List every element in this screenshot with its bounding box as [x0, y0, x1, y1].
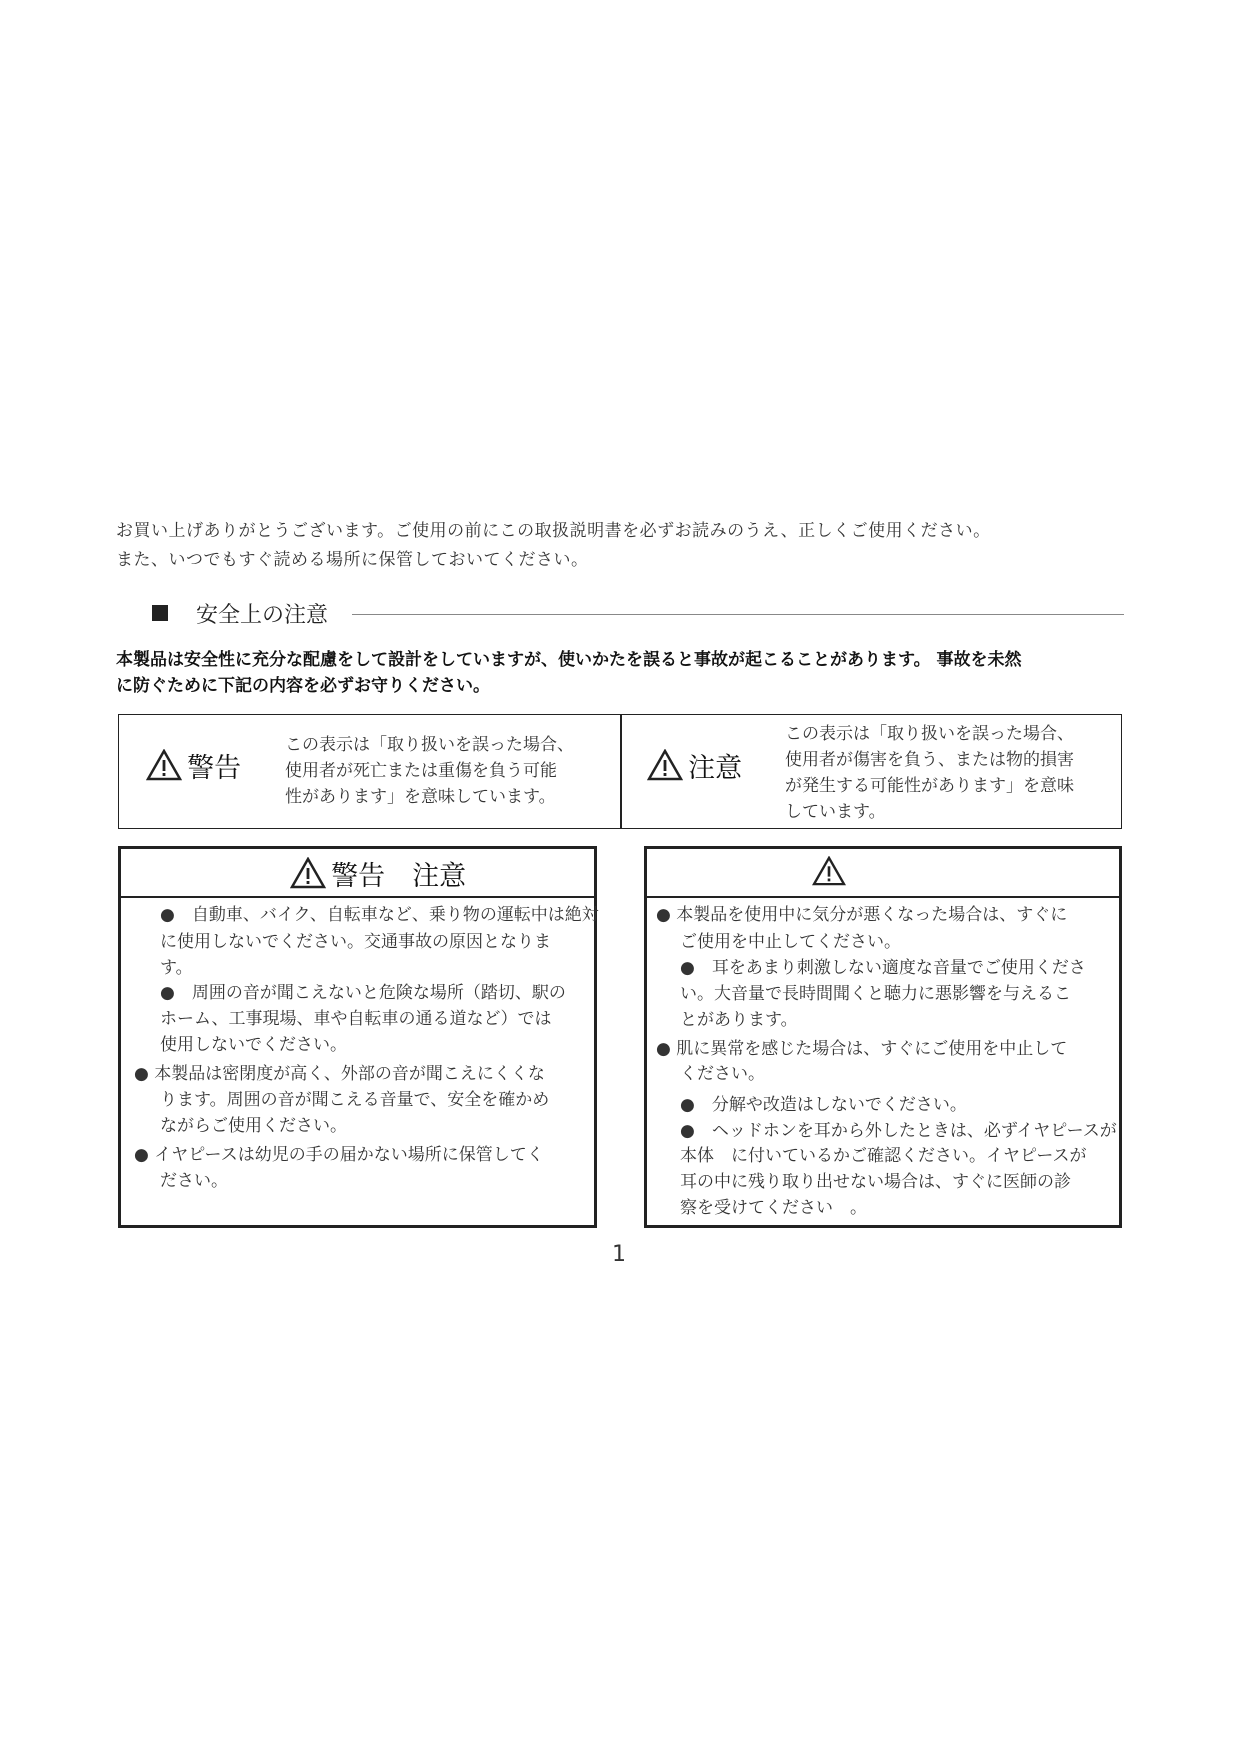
- warning-item-line: ホーム、工事現場、車や自転車の通る道など）では: [160, 1009, 552, 1029]
- page-number: 1: [612, 1242, 626, 1267]
- notice-line-2: に防ぐために下記の内容を必ずお守りください。: [116, 676, 490, 696]
- legend-warning-label: 警告: [187, 753, 242, 784]
- caution-item-line: ● 本製品を使用中に気分が悪くなった場合は、すぐに: [656, 905, 1068, 925]
- notice-line-1: 本製品は安全性に充分な配慮をして設計をしていますが、使いかたを誤ると事故が起こることがあります。 事故を未然: [116, 650, 1022, 670]
- caution-item-line: とがあります。: [680, 1010, 798, 1030]
- legend-divider: [620, 714, 622, 829]
- legend-warning: [146, 746, 241, 785]
- legend-caution: [647, 746, 742, 785]
- legend-caution-label: 注意: [688, 753, 743, 784]
- warning-item-line: ● 周囲の音が聞こえないと危険な場所（踏切、駅の: [160, 983, 566, 1003]
- caution-triangle-icon: [812, 856, 846, 886]
- caution-item-line: ● 耳をあまり刺激しない適度な音量でご使用くださ: [680, 958, 1086, 978]
- warning-item-line: に使用しないでください。交通事故の原因となりま: [160, 932, 551, 952]
- caution-item-line: ● ヘッドホンを耳から外したときは、必ずイヤピースが: [680, 1121, 1117, 1141]
- warning-box-header: [290, 854, 466, 893]
- caution-item-line: ご使用を中止してください。: [680, 932, 901, 952]
- legend-caution-desc: この表示は「取り扱いを誤った場合、 使用者が傷害を負う、または物的損害 が発生する可能性があります」を意味 しています。: [785, 724, 1074, 822]
- caution-item-line: ● 肌に異常を感じた場合は、すぐにご使用を中止して: [656, 1039, 1068, 1059]
- section-title: 安全上の注意: [196, 603, 329, 628]
- caution-triangle-icon: [647, 749, 683, 781]
- caution-item-line: 本体 に付いているかご確認ください。イヤピースが: [680, 1146, 1087, 1166]
- section-rule: [352, 614, 1124, 615]
- square-bullet-icon: [152, 605, 168, 621]
- caution-item-line: ください。: [680, 1064, 765, 1084]
- warning-item-line: ださい。: [160, 1171, 228, 1191]
- warning-triangle-icon: [290, 857, 326, 889]
- caution-box-header-rule: [647, 896, 1119, 898]
- warning-box-title: 警告 注意: [331, 861, 467, 892]
- warning-item-line: ● 本製品は密閉度が高く、外部の音が聞こえにくくな: [134, 1064, 545, 1084]
- warning-box-header-rule: [121, 896, 594, 898]
- warning-triangle-icon: [146, 749, 182, 781]
- caution-item-line: 耳の中に残り取り出せない場合は、すぐに医師の診: [680, 1172, 1071, 1192]
- warning-item-line: ● 自動車、バイク、自転車など、乗り物の運転中は絶対: [160, 905, 599, 925]
- warning-item-line: ながらご使用ください。: [160, 1116, 347, 1136]
- legend-warning-desc: この表示は「取り扱いを誤った場合、 使用者が死亡または重傷を負う可能 性があります」を意味しています。: [285, 735, 574, 807]
- warning-item-line: す。: [160, 958, 193, 978]
- section-heading: [152, 598, 328, 629]
- caution-item-line: 察を受けてください 。: [680, 1198, 867, 1218]
- caution-item-line: い。大音量で長時間聞くと聴力に悪影響を与えるこ: [680, 984, 1071, 1004]
- intro-line-1: お買い上げありがとうございます。ご使用の前にこの取扱説明書を必ずお読みのうえ、正しくご使用ください。: [116, 521, 991, 541]
- warning-item-line: 使用しないでください。: [160, 1035, 347, 1055]
- warning-item-line: ります。周囲の音が聞こえる音量で、安全を確かめ: [160, 1090, 550, 1110]
- intro-line-2: また、いつでもすぐ読める場所に保管しておいてください。: [116, 550, 589, 570]
- caution-item-line: ● 分解や改造はしないでください。: [680, 1095, 967, 1115]
- warning-item-line: ● イヤピースは幼児の手の届かない場所に保管してく: [134, 1145, 544, 1165]
